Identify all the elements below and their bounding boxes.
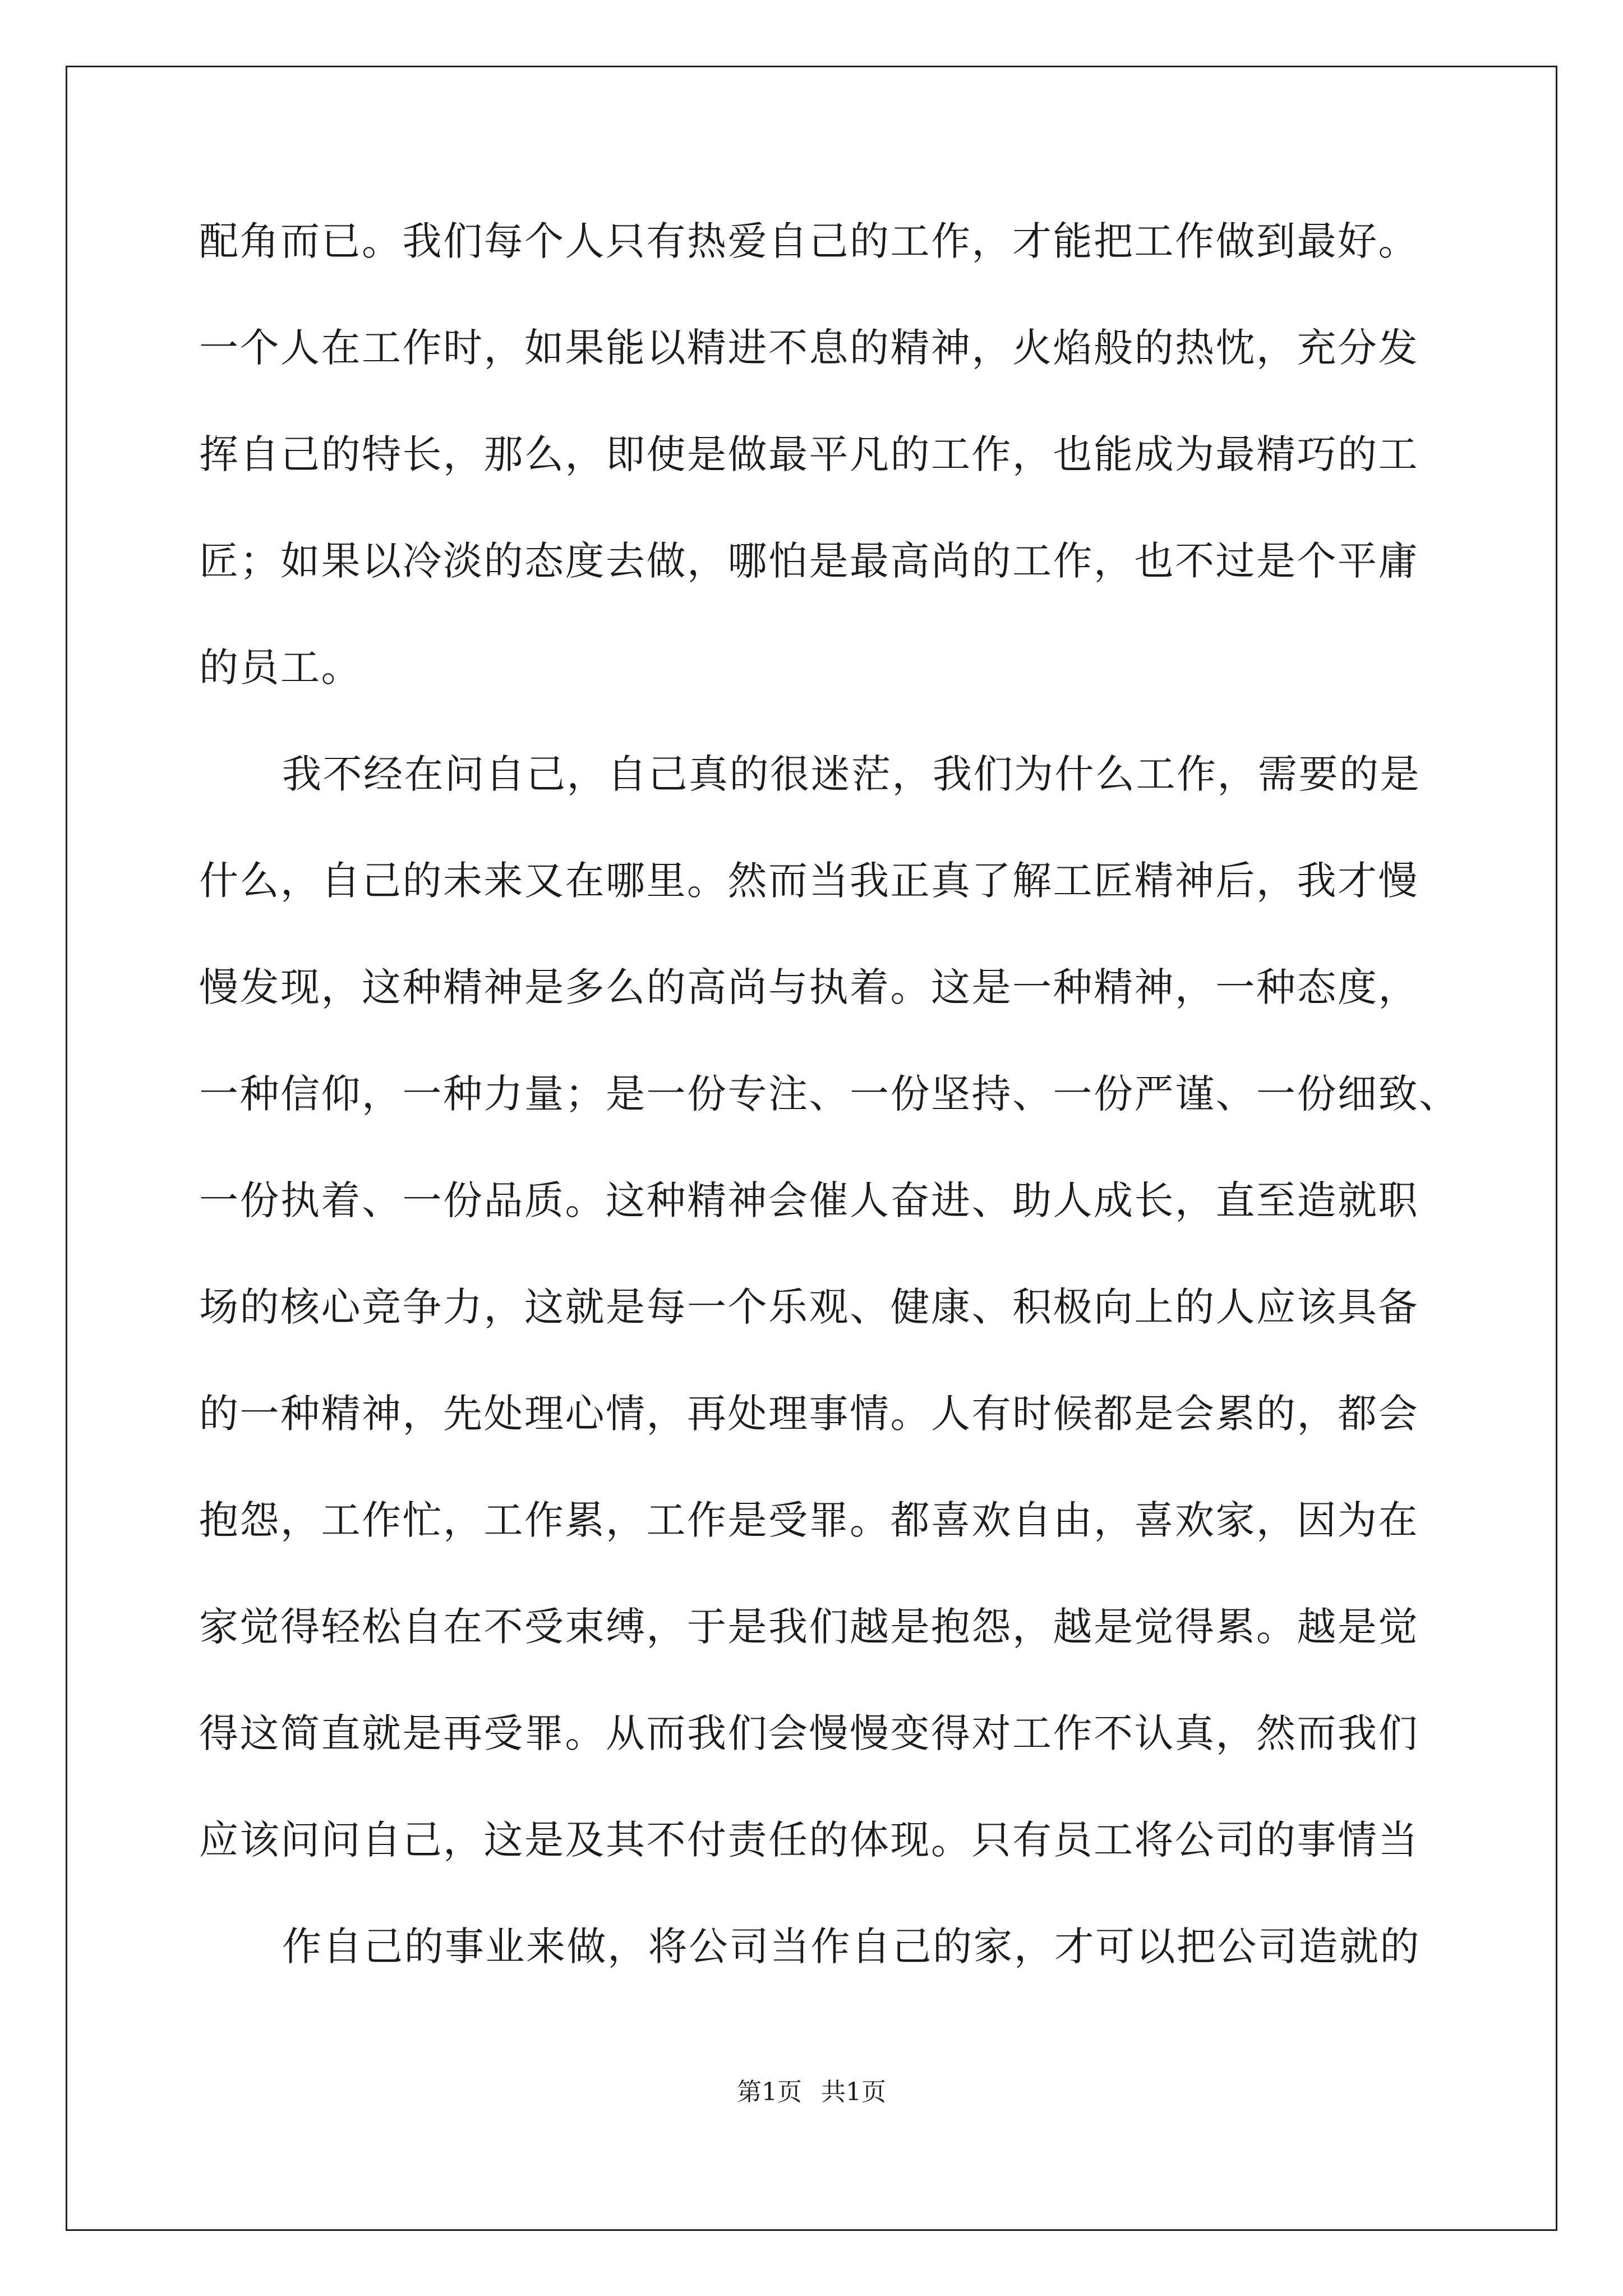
paragraph-first-line: 我不经在问自己，自己真的很迷茫，我们为什么工作，需要的是: [282, 751, 1421, 797]
text-line: 挥自己的特长，那么，即使是做最平凡的工作，也能成为最精巧的工: [199, 431, 1419, 477]
page-total: 共1页: [821, 2078, 886, 2106]
page-footer: [0, 2076, 1623, 2109]
text-line: 场的核心竞争力，这就是每一个乐观、健康、积极向上的人应该具备: [199, 1284, 1419, 1330]
page-number: 第1页: [737, 2078, 802, 2106]
document-body: [199, 213, 1460, 2025]
text-line: 得这简直就是再受罪。从而我们会慢慢变得对工作不认真，然而我们: [199, 1710, 1419, 1756]
text-line: 的一种精神，先处理心情，再处理事情。人有时候都是会累的，都会: [199, 1391, 1419, 1437]
text-line: 抱怨，工作忙，工作累，工作是受罪。都喜欢自由，喜欢家，因为在: [199, 1497, 1419, 1543]
text-line: 一份执着、一份品质。这种精神会催人奋进、助人成长，直至造就职: [199, 1177, 1419, 1223]
text-line: 家觉得轻松自在不受束缚，于是我们越是抱怨，越是觉得累。越是觉: [199, 1604, 1419, 1650]
text-line: 应该问问自己，这是及其不付责任的体现。只有员工将公司的事情当: [199, 1817, 1419, 1863]
text-line: 慢发现，这种精神是多么的高尚与执着。这是一种精神，一种态度，: [199, 964, 1419, 1010]
paragraph-first-line: 作自己的事业来做，将公司当作自己的家，才可以把公司造就的: [282, 1924, 1421, 1970]
text-line: 配角而已。我们每个人只有热爱自己的工作，才能把工作做到最好。: [199, 218, 1419, 264]
text-line: 一个人在工作时，如果能以精进不息的精神，火焰般的热忱，充分发: [199, 325, 1419, 371]
text-line: 的员工。: [199, 645, 362, 691]
text-line: 一种信仰，一种力量；是一份专注、一份坚持、一份严谨、一份细致、: [199, 1071, 1460, 1117]
text-line: 什么，自己的未来又在哪里。然而当我正真了解工匠精神后，我才慢: [199, 858, 1419, 904]
text-line: 匠；如果以冷淡的态度去做，哪怕是最高尚的工作，也不过是个平庸: [199, 538, 1419, 584]
